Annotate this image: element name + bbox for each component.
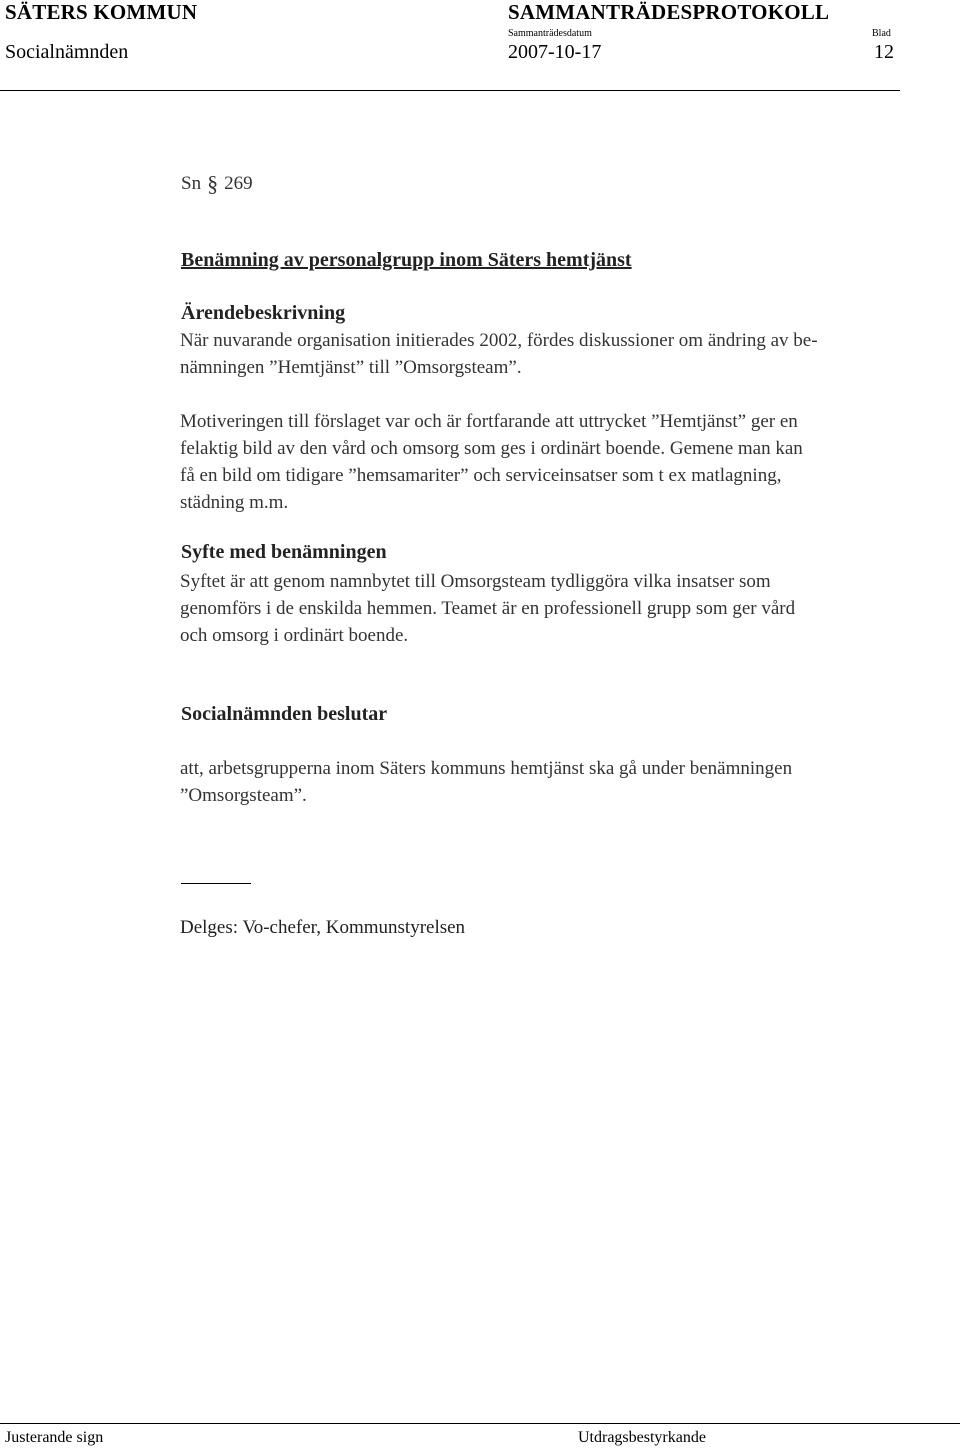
text-line: städning m.m. [180,492,289,513]
page-number: 12 [874,41,894,63]
case-title: Benämning av personalgrupp inom Säters hemtjänst [181,249,632,271]
distribution-separator [181,883,251,884]
text-line: Motiveringen till förslaget var och är fortfarande att uttrycket ”Hemtjänst” ger en [180,411,798,432]
paragraph-reference [181,168,253,197]
text-line: ”Omsorgsteam”. [180,785,307,806]
section-heading-arende: Ärendebeskrivning [181,302,346,324]
text-line: När nuvarande organisation initierades 2002, fördes diskussioner om ändring av be- [180,330,818,351]
section-heading-syfte: Syfte med benämningen [181,541,387,563]
header-rule [0,90,900,91]
text-line: nämningen ”Hemtjänst” till ”Omsorgsteam”. [180,357,522,378]
footer-extract-label: Utdragsbestyrkande [578,1429,706,1446]
arende-paragraph-2 [180,408,940,516]
date-label: Sammanträdesdatum [508,28,592,39]
text-line: Syftet är att genom namnbytet till Omsorgsteam tydliggöra vilka insatser som [180,571,771,592]
committee-name: Socialnämnden [5,41,129,63]
syfte-paragraph [180,568,940,649]
beslut-paragraph [180,755,940,809]
text-line: genomförs i de enskilda hemmen. Teamet är en professionell grupp som ger vård [180,598,796,619]
paragraph-number: 269 [224,173,253,194]
distribution-list: Delges: Vo-chefer, Kommunstyrelsen [180,917,466,938]
footer-signature-label: Justerande sign [5,1429,104,1446]
text-line: felaktig bild av den vård och omsorg som ges i ordinärt boende. Gemene man kan [180,438,803,459]
text-line: att, arbetsgrupperna inom Säters kommuns hemtjänst ska gå under benämningen [180,758,793,779]
section-heading-beslut: Socialnämnden beslutar [181,703,388,725]
page-label: Blad [872,28,891,39]
footer-rule [0,1423,960,1424]
paragraph-symbol: § [207,171,219,196]
text-line: och omsorg i ordinärt boende. [180,625,409,646]
org-name: SÄTERS KOMMUN [5,0,198,24]
arende-paragraph-1 [180,327,940,381]
text-line: få en bild om tidigare ”hemsamariter” och serviceinsatser som t ex matlagning, [180,465,782,486]
meeting-date: 2007-10-17 [508,41,602,63]
document-type: SAMMANTRÄDESPROTOKOLL [508,0,830,24]
paragraph-prefix: Sn [181,173,202,194]
